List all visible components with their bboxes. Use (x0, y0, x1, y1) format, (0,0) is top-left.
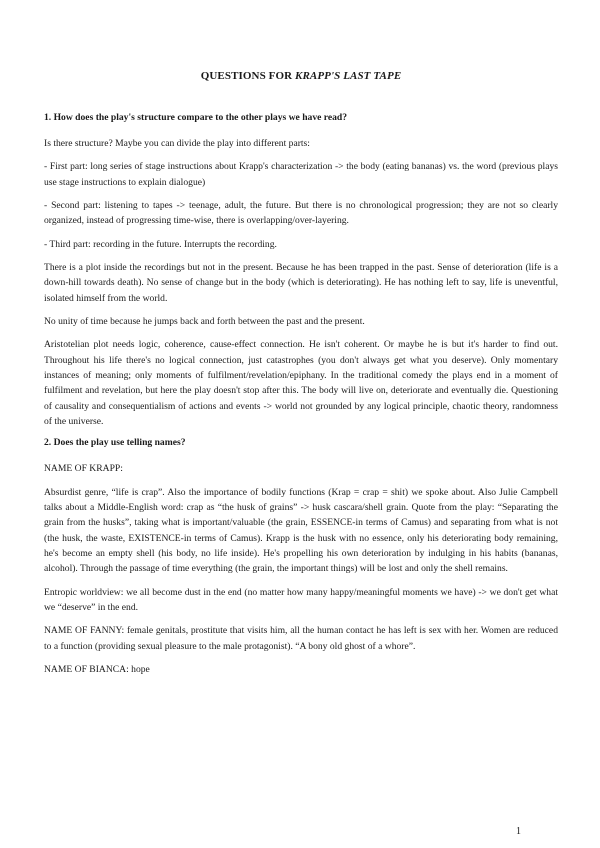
page-number: 1 (516, 826, 521, 837)
paragraph: Is there structure? Maybe you can divide the play into different parts: (44, 137, 310, 149)
document-title (44, 70, 558, 82)
name-of-bianca: NAME OF BIANCA: hope (44, 664, 150, 676)
name-of-krapp-label: NAME OF KRAPP: (44, 463, 123, 475)
question-1-heading: 1. How does the play's structure compare to the other plays we have read? (44, 112, 348, 123)
paragraph: NAME OF FANNY: female genitals, prostitute that visits him, all the human contact he has left is sex with her. Women are reduced to a function (providing sexual pleasure to the male protagonist). “A bony old ghost of a whore”. (44, 625, 558, 652)
question-2-heading: 2. Does the play use telling names? (44, 437, 186, 449)
paragraph: - First part: long series of stage instructions about Krapp's characterization -> the body (eating bananas) vs. the word (previous plays use stage instructions to explain dialogue) (44, 161, 558, 188)
paragraph: - Third part: recording in the future. Interrupts the recording. (44, 238, 277, 250)
document-body (44, 70, 558, 686)
paragraph: Entropic worldview: we all become dust in the end (no matter how many happy/meaningful moments we have) -> we don't get what we “deserve” in the end. (44, 586, 558, 614)
title-play-name: KRAPP'S LAST TAPE (295, 70, 402, 82)
paragraph: Absurdist genre, “life is crap”. Also the importance of bodily functions (Krap = crap = shit) we spoke about. Also Julie Campbell talks about a Middle-English word: crap as “the husk of grains” -> husk cascara/shell grain. Quote from the play: “Separating the grain from the husks”, taking what is important/valuable (the grain, ESSENCE-in terms of Camus) and separating from what is not (the husk, the waste, EXISTENCE-in terms of Camus). Krapp is the husk with no essence, only his deteriorating body remaining, he's become an empty shell (his body, no life inside). He's propelling his own deterioration by indulging in his habits (bananas, alcohol). Through the passage of time everything (the grain, the important things) will be lost and only the shell remains. (44, 486, 558, 575)
paragraph: Aristotelian plot needs logic, coherence, cause-effect connection. He isn't coherent. Or maybe he is but it's harder to find out. Throughout his life there's no logical connection, just catastrophes (you don't always get what you deserve). Only momentary instances of meaning; only moments of fulfilment/revelation/epiphany. In the traditional comedy the plays end in a moment of fulfilment and revelation, but here the play doesn't stop after this. The body will live on, deteriorate and eventually die. Questioning of causality and consequentialism of actions and events -> world not grounded by any logical principle, chaotic theory, randomness of the universe. (44, 339, 558, 428)
title-prefix: QUESTIONS FOR (200, 70, 296, 82)
paragraph: - Second part: listening to tapes -> teenage, adult, the future. But there is no chronological progression; they are not so clearly organized, instead of progressing time-wise, there is overlapping/over-layering. (44, 199, 558, 227)
paragraph: There is a plot inside the recordings but not in the present. Because he has been trapped in the past. Sense of deterioration (life is a down-hill towards death). No sense of change but in the body (which is deteriorating). He has nothing left to say, life is uneventful, isolated himself from the world. (44, 262, 558, 304)
paragraph: No unity of time because he jumps back and forth between the past and the present. (44, 316, 365, 328)
